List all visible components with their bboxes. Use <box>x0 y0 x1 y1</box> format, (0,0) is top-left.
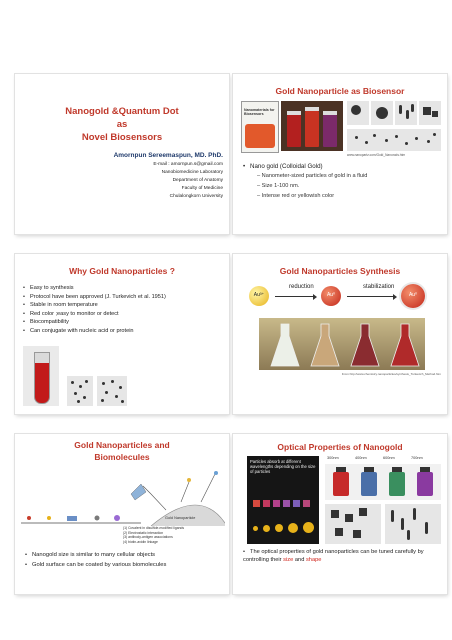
absorption-panel <box>247 456 319 544</box>
tem-image-1 <box>67 376 93 406</box>
colloid-bottle <box>361 472 377 496</box>
tem-image-3 <box>395 101 417 125</box>
diagram-legend <box>123 526 184 544</box>
flask-1 <box>271 324 299 366</box>
color-swatch <box>293 500 300 507</box>
author-email[interactable]: E-mail : amornpun.s@gmail.com <box>153 162 223 167</box>
color-swatch <box>253 500 260 507</box>
tem-image-2 <box>97 376 127 406</box>
slide-title <box>15 74 229 234</box>
au-ion-label: Au³⁺ <box>253 292 265 298</box>
stabilized-particle <box>401 284 425 308</box>
nanoshape-image-2 <box>385 504 441 544</box>
flask-3 <box>351 324 379 366</box>
reduction-arrow <box>275 296 315 297</box>
colloid-bottle <box>333 472 349 496</box>
flasks-caption: From http://www.chemistry.nanoparticles/synthesis_Turkevich_Method.htm <box>341 372 441 376</box>
tem-image-4 <box>419 101 441 125</box>
bullet-item: • Gold surface can be coated by various biomolecules <box>25 560 166 570</box>
slide-synthesis <box>233 254 447 414</box>
flask-2 <box>311 324 339 366</box>
nanoshape-image-1 <box>325 504 381 544</box>
sub-bullet-1: – Nanometer-sized particles of gold in a fluid <box>257 173 368 179</box>
bullet-list <box>243 162 323 171</box>
diagram-label: Gold Nanoparticle <box>165 516 196 520</box>
slide-optical <box>233 434 447 594</box>
slide-title-line2: as <box>116 119 128 130</box>
bullet-item: • Easy to synthesis <box>23 284 166 293</box>
stabilized-label: Au⁰ <box>408 292 418 298</box>
caption-text: The optical properties of gold nanoparticles can be tuned carefully by controlling their <box>243 549 424 563</box>
author-lab: Nanobiomedicine Laboratory <box>161 170 223 175</box>
legend-item: (1) Covalent in disulfide-modified ligands <box>123 526 185 530</box>
optical-caption: • The optical properties of gold nanoparticles can be tuned carefully by controlling their size and shape <box>243 549 424 563</box>
au-atom-sphere <box>321 286 341 306</box>
slide-title-line2: Biomolecules <box>94 452 150 462</box>
red-tube-photo <box>23 346 59 406</box>
author-faculty: Faculty of Medicine <box>181 186 223 191</box>
panel-text: Particles absorb at different wavelengths depending on the size of particles <box>250 459 316 474</box>
author-dept: Department of Anatomy <box>172 178 223 183</box>
color-swatch <box>303 500 310 507</box>
bottle-cap <box>392 467 402 472</box>
reduction-label: reduction <box>289 284 314 290</box>
slide-title-line1: Gold Nanoparticles and <box>74 440 170 450</box>
colloid-bottle <box>389 472 405 496</box>
bullet-item: • Red color ;easy to monitor or detect <box>23 310 166 319</box>
sub-bullet-3: – Intense red or yellowish color <box>257 193 335 199</box>
wavelength-label: 400nm <box>355 456 367 460</box>
bullet-item: • Stable in room temperature <box>23 301 166 310</box>
au-atom-label: Au⁰ <box>326 292 336 298</box>
bullet-item: • Protocol have been approved (J. Turkevich et al. 1951) <box>23 293 166 302</box>
biomolecule-diagram <box>21 464 225 534</box>
bullet-item: • Can conjugate with nucleic acid or protein <box>23 327 166 336</box>
bottles-photo <box>325 464 441 500</box>
color-swatch <box>273 500 280 507</box>
vials-photo <box>281 101 343 151</box>
slide-title: Why Gold Nanoparticles ? <box>69 266 175 276</box>
stabilization-label: stabilization <box>363 284 395 290</box>
shape-word: shape <box>305 557 322 563</box>
slide-why-gold <box>15 254 229 414</box>
slide-title-line3: Novel Biosensors <box>81 132 163 143</box>
bullet-item: • Nanogold size is similar to many cellular objects <box>25 550 166 560</box>
colloid-bottle <box>417 472 433 496</box>
slide-title: Gold Nanoparticle as Biosensor <box>275 86 405 96</box>
slide-title: Optical Properties of Nanogold <box>277 442 403 452</box>
bullet-list <box>23 284 166 336</box>
wavelength-label: 700nm <box>411 456 423 460</box>
slide-gold-biosensor <box>233 74 447 234</box>
sphere-row <box>251 522 315 534</box>
swatch-row <box>253 500 313 508</box>
bullet-item: • Biocompatibility <box>23 318 166 327</box>
legend-item: (2) Electrostatic interaction <box>123 530 164 535</box>
flasks-photo <box>259 318 425 370</box>
wavelength-label: 300nm <box>327 456 339 460</box>
legend-item: (4) biotin-avidin linkage <box>123 539 158 544</box>
author-univ: Chulalongkorn University <box>169 194 223 199</box>
wavelength-label: 600nm <box>383 456 395 460</box>
stabilization-arrow <box>347 296 395 297</box>
slide-title: Gold Nanoparticles Synthesis <box>279 266 401 276</box>
author-name: Amornpun Sereemaspun, MD. PhD. <box>113 152 223 159</box>
book-cover-image <box>241 101 279 153</box>
bullet-list <box>25 550 166 570</box>
au-ion-sphere <box>249 286 269 306</box>
size-word: size <box>283 557 294 563</box>
sub-bullet-2: – Size 1-100 nm. <box>257 183 300 189</box>
bottle-cap <box>336 467 346 472</box>
bottle-cap <box>364 467 374 472</box>
color-swatch <box>263 500 270 507</box>
image-caption: www.nanopartz.com/Gold_Nanorods.htm <box>347 153 406 157</box>
color-swatch <box>283 500 290 507</box>
slide-biomolecules <box>15 434 229 594</box>
flask-4 <box>391 324 419 366</box>
bottle-cap <box>420 467 430 472</box>
tem-image-5 <box>347 129 441 151</box>
slide-title-line1: Nanogold &Quantum Dot <box>65 106 179 117</box>
tem-image-1 <box>347 101 369 125</box>
book-title: Nanomaterials for Biosensors <box>244 108 275 116</box>
tem-image-2 <box>371 101 393 125</box>
legend-item: (3) antibody-antigen associations <box>123 535 173 540</box>
bullet-nanogold: • Nano gold (Colloidal Gold) <box>243 162 323 171</box>
and-word: and <box>293 557 306 563</box>
flasks-drawing <box>259 318 425 370</box>
